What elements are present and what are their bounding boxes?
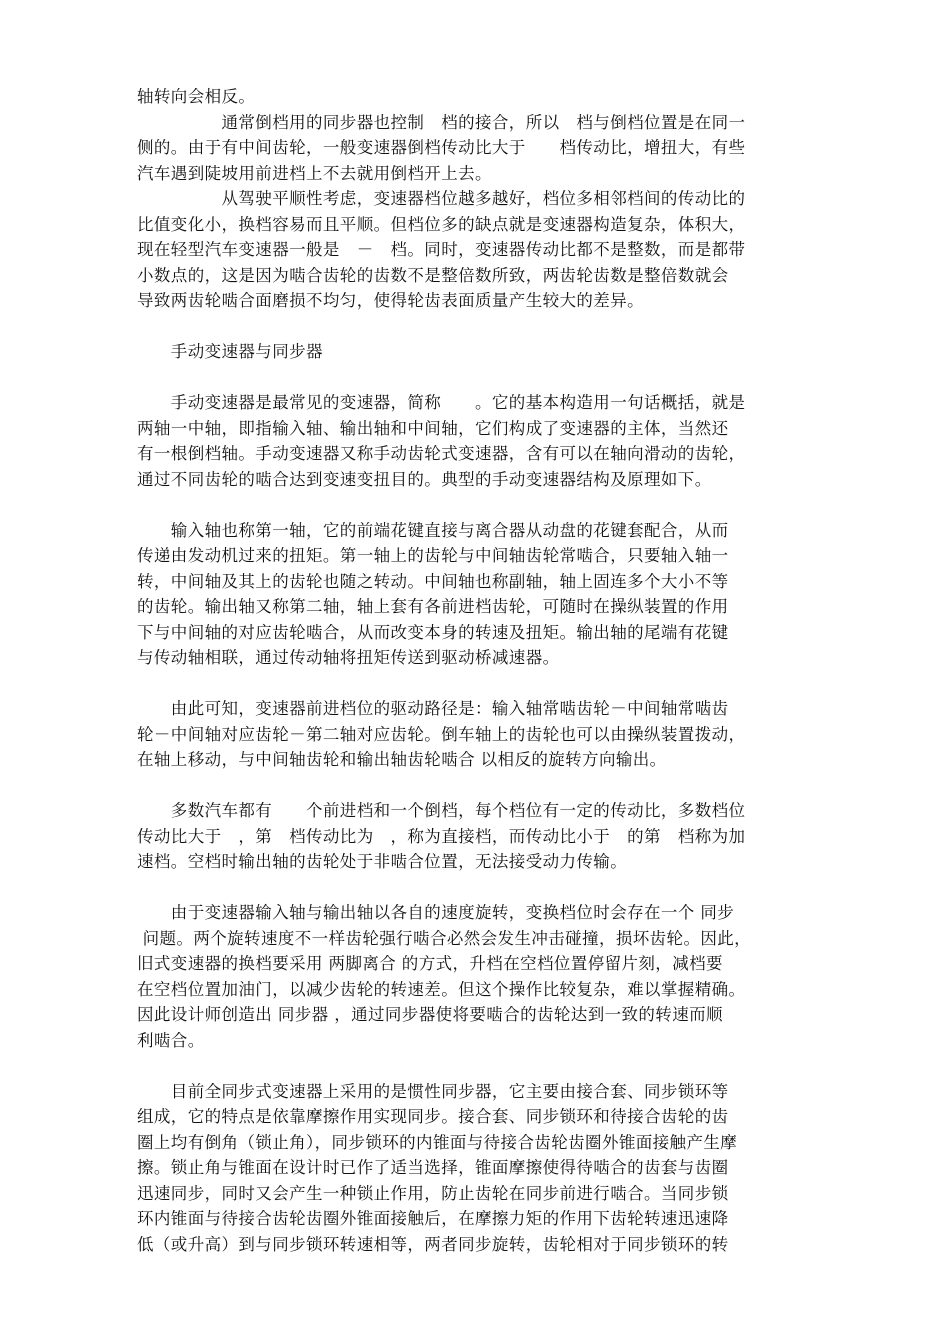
text-line: 低（或升高）到与同步锁环转速相等，两者同步旋转，齿轮相对于同步锁环的转 [137, 1234, 729, 1254]
paragraph-gap [137, 671, 816, 697]
text-line: 在轴上移动，与中间轴齿轮和输出轴齿轮啮合 以相反的旋转方向输出。 [137, 750, 667, 769]
paragraph-gap [137, 314, 816, 340]
text-line: 手动变速器与同步器 [137, 342, 323, 361]
text-line: 由于变速器输入轴与输出轴以各自的速度旋转，变换档位时会存在一个 同步 [137, 903, 735, 922]
text-line: 环内锥面与待接合齿轮齿圈外锥面接触后，在摩擦力矩的作用下齿轮转速迅速降 [137, 1209, 729, 1228]
paragraph [137, 186, 816, 314]
text-line: 导致两齿轮啮合面磨损不均匀，使得轮齿表面质量产生较大的差异。 [137, 291, 644, 310]
text-line: 轮－中间轴对应齿轮－第二轴对应齿轮。倒车轴上的齿轮也可以由操纵装置拨动， [137, 724, 746, 744]
text-line: 因此设计师创造出 同步器 ，通过同步器使将要啮合的齿轮达到一致的转速而顺 [137, 1005, 723, 1024]
paragraph-gap [137, 773, 816, 799]
paragraph-gap [137, 492, 816, 518]
text-line: 速档。空档时输出轴的齿轮处于非啮合位置，无法接受动力传输。 [137, 852, 628, 871]
text-line: 侧的。由于有中间齿轮，一般变速器倒档传动比大于 档传动比，增扭大，有些 [137, 138, 746, 157]
text-line: 旧式变速器的换档要采用 两脚离合 的方式，升档在空档位置停留片刻，减档要 [137, 954, 723, 973]
paragraph [137, 798, 816, 875]
text-line: 从驾驶平顺性考虑，变速器档位越多越好，档位多相邻档间的传动比的 [137, 189, 746, 208]
paragraph [137, 1079, 816, 1258]
paragraph [137, 339, 816, 365]
text-line: 通常倒档用的同步器也控制 档的接合，所以 档与倒档位置是在同一 [137, 112, 746, 132]
paragraph [137, 110, 816, 187]
text-line: 轴转向会相反。 [137, 87, 256, 106]
paragraph [137, 390, 816, 492]
paragraph [137, 900, 816, 1053]
text-line: 圈上均有倒角（锁止角），同步锁环的内锥面与待接合齿轮齿圈外锥面接触产生摩 [137, 1132, 738, 1152]
paragraph [137, 518, 816, 671]
text-line: 有一根倒档轴。手动变速器又称手动齿轮式变速器，含有可以在轴向滑动的齿轮， [137, 444, 746, 463]
paragraph-gap [137, 365, 816, 391]
text-line: 问题。两个旋转速度不一样齿轮强行啮合必然会发生冲击碰撞，损坏齿轮。因此， [137, 928, 752, 948]
text-line: 的齿轮。输出轴又称第二轴，轴上套有各前进档齿轮，可随时在操纵装置的作用 [137, 597, 729, 616]
text-line: 多数汽车都有 个前进档和一个倒档，每个档位有一定的传动比，多数档位 [137, 801, 746, 820]
text-line: 迅速同步，同时又会产生一种锁止作用，防止齿轮在同步前进行啮合。当同步锁 [137, 1183, 729, 1203]
text-line: 比值变化小，换档容易而且平顺。但档位多的缺点就是变速器构造复杂，体积大， [137, 214, 746, 234]
text-line: 利啮合。 [137, 1030, 205, 1050]
text-line: 转，中间轴及其上的齿轮也随之转动。中间轴也称副轴，轴上固连多个大小不等 [137, 571, 729, 591]
text-line: 组成，它的特点是依靠摩擦作用实现同步。接合套、同步锁环和待接合齿轮的齿 [137, 1107, 729, 1126]
paragraph [137, 696, 816, 773]
text-line: 输入轴也称第一轴，它的前端花键直接与离合器从动盘的花键套配合，从而 [137, 520, 729, 540]
text-line: 传动比大于 ，第 档传动比为 ，称为直接档，而传动比小于 的第 档称为加 [137, 826, 746, 846]
text-line: 现在轻型汽车变速器一般是 － 档。同时，变速器传动比都不是整数，而是都带 [137, 240, 746, 259]
text-line: 在空档位置加油门，以减少齿轮的转速差。但这个操作比较复杂，难以掌握精确。 [137, 979, 746, 999]
text-line: 目前全同步式变速器上采用的是惯性同步器，它主要由接合套、同步锁环等 [137, 1081, 729, 1101]
document-page [137, 84, 816, 1257]
text-line: 两轴一中轴，即指输入轴、输出轴和中间轴，它们构成了变速器的主体，当然还 [137, 418, 729, 438]
text-line: 擦。锁止角与锥面在设计时已作了适当选择，锥面摩擦使得待啮合的齿套与齿圈 [137, 1158, 729, 1177]
text-line: 汽车遇到陡坡用前进档上不去就用倒档开上去。 [137, 163, 492, 183]
text-line: 手动变速器是最常见的变速器，简称 。它的基本构造用一句话概括，就是 [137, 393, 746, 412]
text-line: 由此可知，变速器前进档位的驱动路径是：输入轴常啮齿轮－中间轴常啮齿 [137, 699, 729, 718]
text-line: 小数点的，这是因为啮合齿轮的齿数不是整倍数所致，两齿轮齿数是整倍数就会 [137, 265, 729, 285]
paragraph-gap [137, 875, 816, 901]
paragraph [137, 84, 816, 110]
text-line: 下与中间轴的对应齿轮啮合，从而改变本身的转速及扭矩。输出轴的尾端有花键 [137, 622, 729, 642]
text-line: 与传动轴相联，通过传动轴将扭矩传送到驱动桥减速器。 [137, 648, 560, 667]
paragraph-gap [137, 1053, 816, 1079]
text-line: 传递由发动机过来的扭矩。第一轴上的齿轮与中间轴齿轮常啮合，只要轴入轴一 [137, 546, 729, 565]
text-line: 通过不同齿轮的啮合达到变速变扭目的。典型的手动变速器结构及原理如下。 [137, 469, 712, 489]
